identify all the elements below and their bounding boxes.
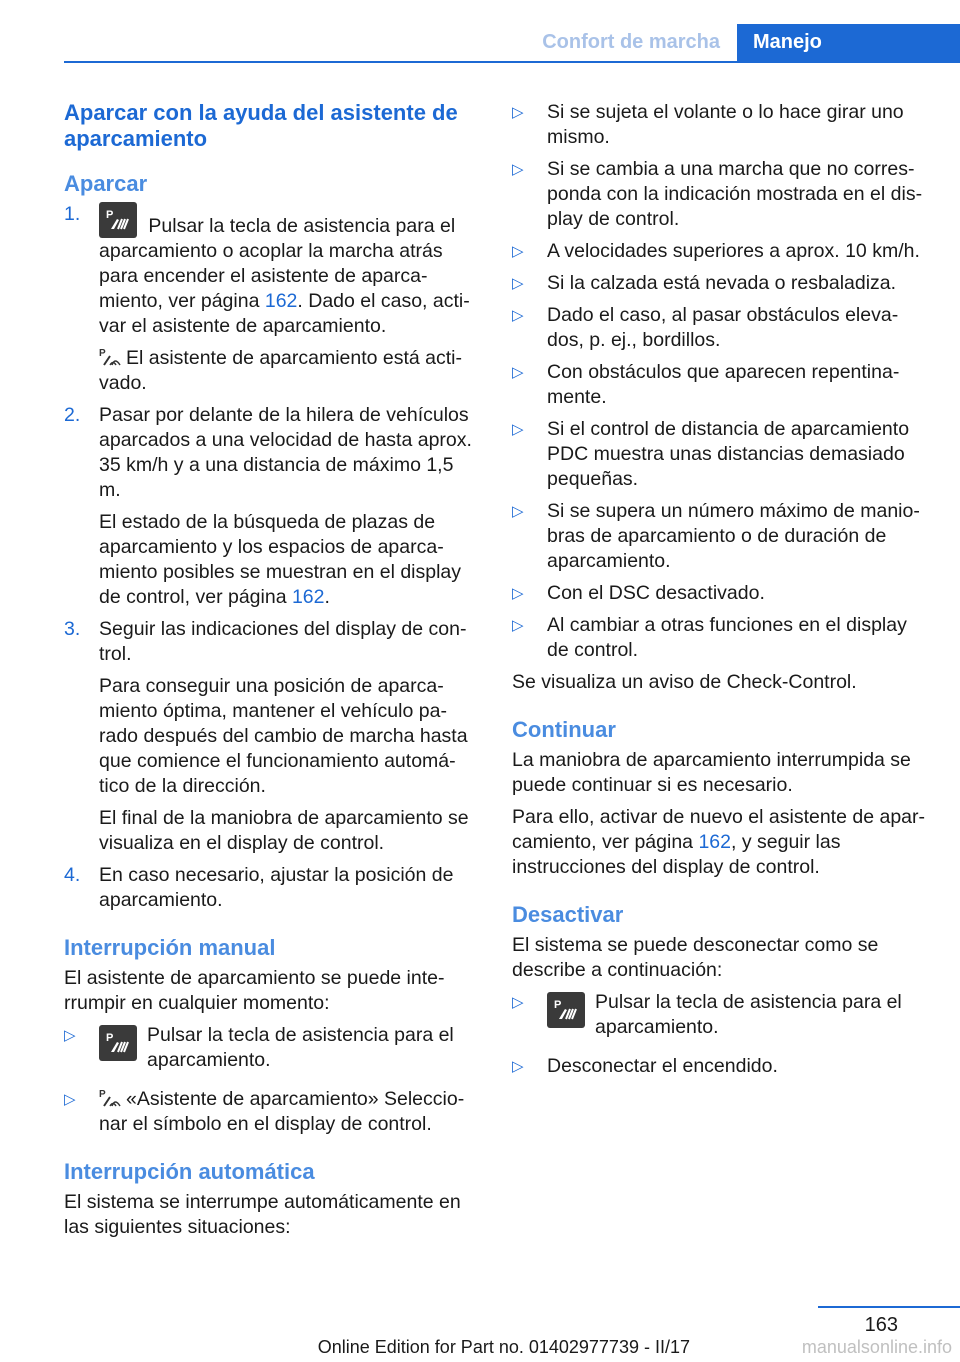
triangle-right-outline-icon: ▷ (512, 585, 524, 602)
triangle-right-outline-icon: ▷ (64, 1091, 76, 1108)
park-assist-symbol-icon (99, 1088, 121, 1108)
triangle-right-outline-icon: ▷ (64, 1027, 76, 1044)
edition-note: Online Edition for Part no. 01402977739 - II/17 (317, 1337, 690, 1357)
aparcar-heading: Aparcar (64, 171, 148, 196)
manual-heading: Interrupción manual (64, 935, 276, 960)
step-paragraph: Pasar por delante de la hilera de vehículos aparcados a una velocidad de hasta aprox. 35 km/h y a una distancia de máximo 1,5 m. (99, 404, 472, 501)
triangle-right-outline-icon: ▷ (512, 617, 524, 634)
park-assist-symbol-icon (99, 347, 121, 367)
header-rule (64, 61, 960, 63)
page-link[interactable]: 162 (291, 586, 325, 608)
step-paragraph: El final de la maniobra de aparcamiento se visualiza en el display de control. (99, 807, 469, 854)
park-assist-button-icon (547, 992, 585, 1028)
list-item: ▷ Si la calzada está nevada o resbaladiza. (512, 272, 897, 294)
list-item: ▷ Al cambiar a otras funciones en el display de control. (512, 614, 907, 661)
triangle-right-outline-icon: ▷ (512, 307, 524, 324)
triangle-right-outline-icon: ▷ (512, 243, 524, 260)
triangle-right-outline-icon: ▷ (512, 161, 524, 178)
step-3 (64, 617, 476, 856)
park-assist-button-icon (99, 202, 137, 238)
triangle-right-outline-icon: ▷ (512, 364, 524, 381)
svg-text:P: P (99, 348, 106, 359)
triangle-right-outline-icon: ▷ (512, 104, 524, 121)
step-paragraph: P El asistente de aparcamiento está acti‐vado. (99, 347, 463, 394)
right-column (512, 100, 928, 1086)
list-item: ▷ P Pulsar la tecla de asistencia para el aparcamiento. (64, 1024, 454, 1071)
svg-text:P: P (106, 1032, 114, 1044)
continuar-heading: Continuar (512, 717, 616, 742)
list-item: ▷ Si se cambia a una marcha que no corres‐ponda con la indicación mostrada en el dis‐play de control. (512, 158, 923, 230)
svg-text:P: P (99, 1089, 106, 1100)
continuar-paragraph: Para ello, activar de nuevo el asistente de apar‐camiento, ver página 162, y seguir las instrucciones del display de control. (512, 806, 925, 878)
page-number: 163 (864, 1314, 898, 1336)
continuar-paragraph: La maniobra de aparcamiento interrumpida se puede continuar si es necesario. (512, 749, 911, 796)
triangle-right-outline-icon: ▷ (512, 275, 524, 292)
page-header (0, 0, 960, 64)
list-item: ▷ Con obstáculos que aparecen repentina‐mente. (512, 361, 900, 408)
list-item: ▷ Si se supera un número máximo de manio‐bras de aparcamiento o de duración de aparcamiento. (512, 500, 920, 572)
step-paragraph: En caso necesario, ajustar la posición de aparcamiento. (99, 864, 454, 911)
auto-heading: Interrupción automática (64, 1159, 315, 1184)
step-number: 4. (64, 864, 81, 886)
park-assist-button-icon (99, 1025, 137, 1061)
list-item: ▷ Si se sujeta el volante o lo hace girar uno mismo. (512, 101, 904, 148)
desactivar-heading: Desactivar (512, 902, 624, 927)
triangle-right-outline-icon: ▷ (512, 1058, 524, 1075)
svg-text:P: P (554, 999, 562, 1011)
step-2 (64, 403, 476, 610)
list-item: ▷ A velocidades superiores a aprox. 10 km/h. (512, 240, 920, 262)
list-item: ▷ Desconectar el encendido. (512, 1055, 778, 1077)
footer-rule (818, 1306, 960, 1308)
list-item: ▷ P Pulsar la tecla de asistencia para el aparcamiento. (512, 991, 902, 1038)
triangle-right-outline-icon: ▷ (512, 994, 524, 1011)
watermark: manualsonline.info (801, 1337, 952, 1357)
page-link[interactable]: 162 (264, 290, 298, 312)
list-item: ▷ Dado el caso, al pasar obstáculos eleva‐dos, p. ej., bordillos. (512, 304, 899, 351)
step-paragraph: P Pulsar la tecla de asistencia para el aparcamiento o acoplar la marcha atrás para encender el asistente de aparca‐miento, ver página 162. Dado el caso, acti‐var el asistente de aparcamiento. (99, 202, 476, 339)
list-item: ▷ Con el DSC desactivado. (512, 582, 765, 604)
svg-text:P: P (106, 209, 114, 221)
step-paragraph: Para conseguir una posición de aparca‐miento óptima, mantener el vehículo pa‐rado después del cambio de marcha hasta que comience el funcionamiento automá‐tico de la dirección. (99, 675, 468, 797)
step-number: 3. (64, 618, 81, 640)
step-number: 1. (64, 203, 81, 225)
step-paragraph: El estado de la búsqueda de plazas de aparcamiento y los espacios de aparca‐miento posibles se muestran en el display de control, ver página 162. (99, 511, 462, 608)
step-paragraph: Seguir las indicaciones del display de con‐trol. (99, 618, 467, 665)
manual-intro: El asistente de aparcamiento se puede inte‐rrumpir en cualquier momento: (64, 967, 445, 1014)
desactivar-intro: El sistema se puede desconectar como se describe a continuación: (512, 934, 879, 981)
triangle-right-outline-icon: ▷ (512, 421, 524, 438)
step-number: 2. (64, 404, 81, 426)
list-item: ▷ Si el control de distancia de aparcamiento PDC muestra unas distancias demasiado pequeñas. (512, 418, 910, 490)
tab-confort-de-marcha[interactable]: Confort de marcha (542, 31, 720, 53)
tab-manejo[interactable]: Manejo (737, 24, 960, 61)
section-title: Aparcar con la ayuda del asistente de aparcamiento (64, 100, 458, 151)
step-1 (64, 202, 476, 396)
step-4 (64, 863, 476, 913)
check-control-note: Se visualiza un aviso de Check-Control. (512, 671, 857, 693)
page-footer (0, 1300, 960, 1362)
page-link[interactable]: 162 (698, 831, 731, 853)
auto-intro: El sistema se interrumpe automáticamente en las siguientes situaciones: (64, 1191, 461, 1238)
triangle-right-outline-icon: ▷ (512, 503, 524, 520)
left-column (64, 100, 476, 1247)
list-item: ▷ P «Asistente de aparcamiento» Seleccio‐nar el símbolo en el display de control. (64, 1088, 465, 1135)
